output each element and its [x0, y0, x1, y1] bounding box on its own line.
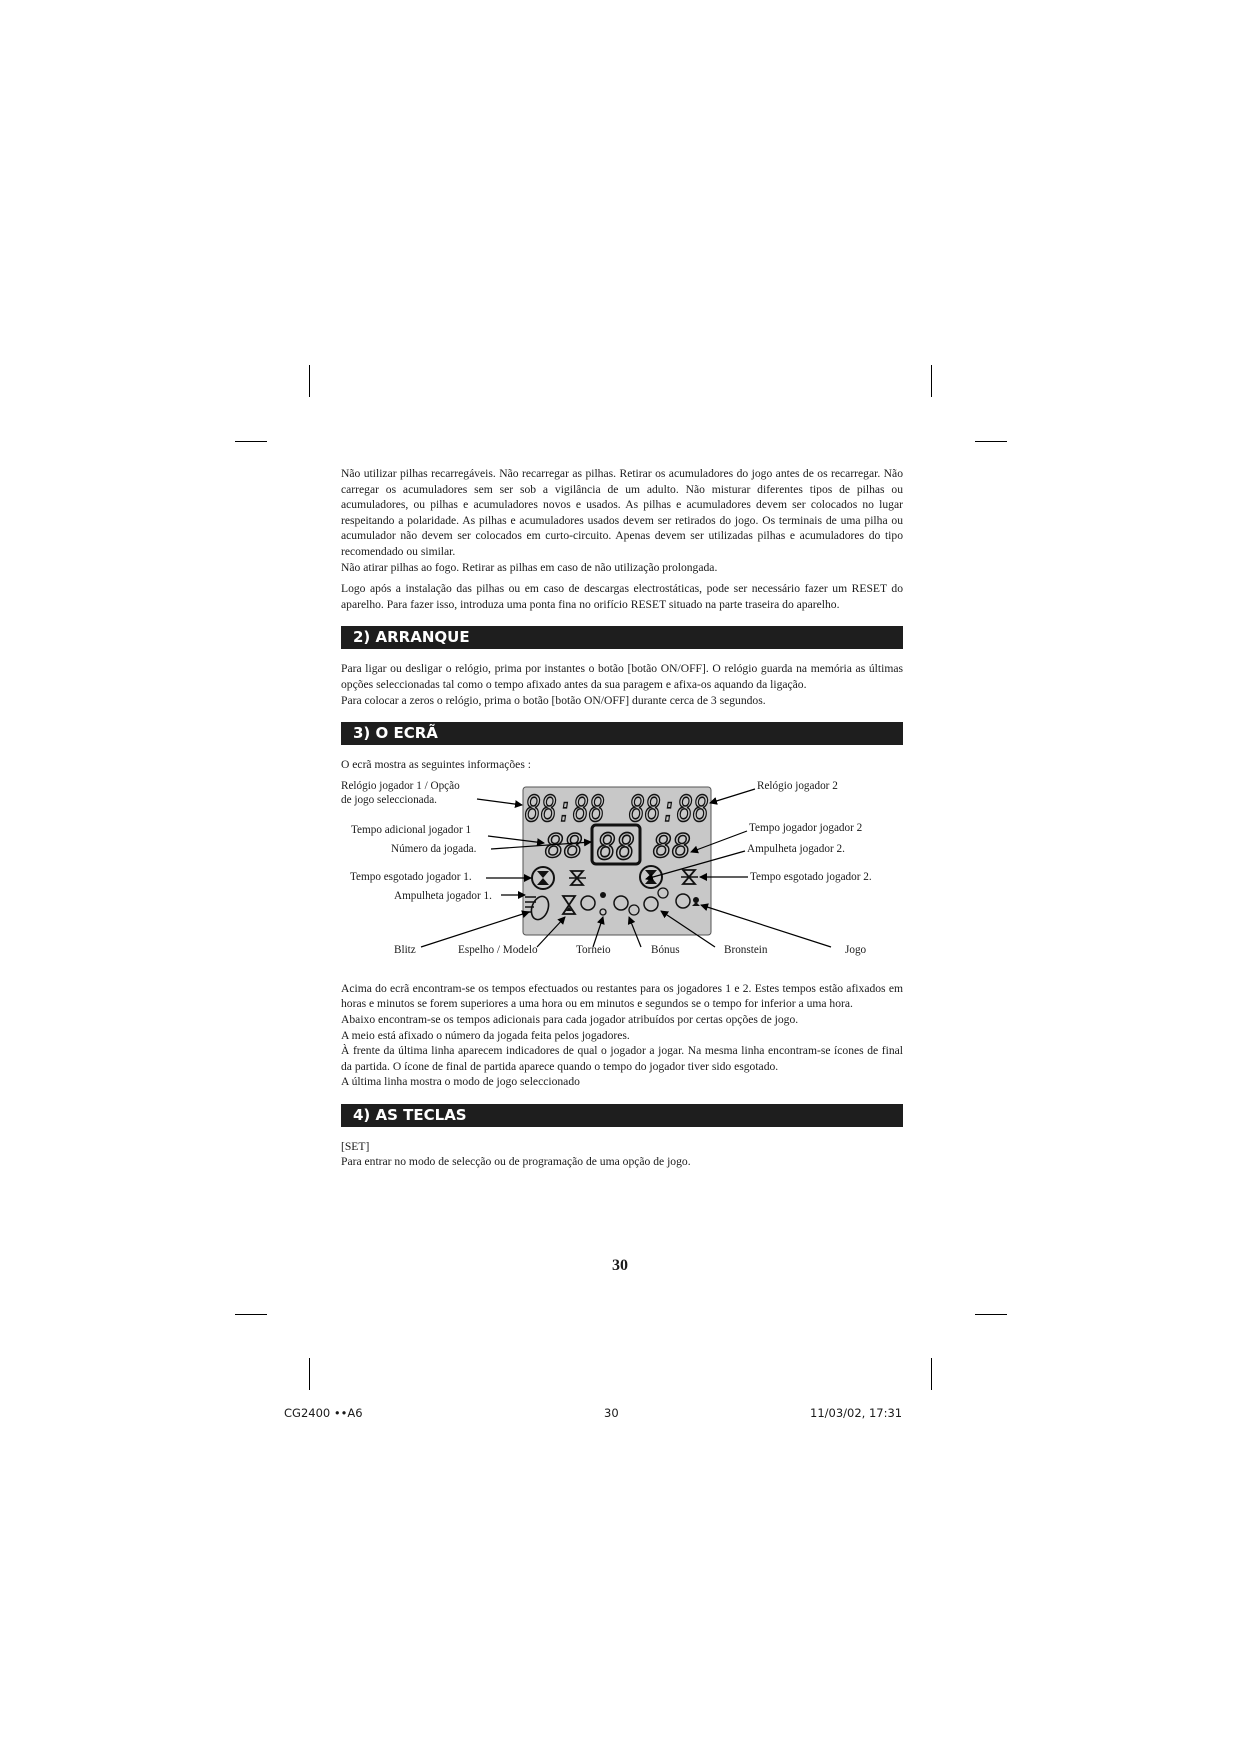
- crop-mark: [975, 441, 1007, 442]
- footer-left: CG2400 ••A6: [284, 1406, 363, 1420]
- crop-mark: [931, 365, 932, 397]
- arranque-paragraph: [341, 661, 903, 708]
- label-hourglass-player2: Ampulheta jogador 2.: [747, 842, 845, 855]
- teclas-paragraph: [341, 1139, 903, 1170]
- label-clock-player2: Relógio jogador 2: [757, 779, 838, 792]
- label-mirror: Espelho / Modelo: [458, 943, 538, 956]
- paragraph-line: Abaixo encontram-se os tempos adicionais para cada jogador atribuídos por certas opções de jogo.: [341, 1012, 799, 1026]
- lcd-clock-player2: 88:88: [629, 788, 709, 830]
- crop-mark: [931, 1358, 932, 1390]
- label-time-out-player2: Tempo esgotado jogador 2.: [750, 870, 872, 883]
- label-extra-time-player2: Tempo jogador jogador 2: [749, 821, 863, 834]
- lcd-move-number: 88: [597, 826, 635, 868]
- lcd-diagram: [341, 779, 903, 969]
- page-number: 30: [612, 1257, 628, 1274]
- crop-mark: [309, 1358, 310, 1390]
- footer-right: 11/03/02, 17:31: [810, 1406, 903, 1420]
- paragraph-line: A última linha mostra o modo de jogo seleccionado: [341, 1075, 580, 1089]
- footer-center: 30: [604, 1406, 619, 1420]
- ecra-description: [341, 981, 903, 1090]
- paragraph-line: Logo após a instalação das pilhas ou em caso de descargas electrostáticas, pode ser necessário fazer um RESET do aparelho. Para fazer isso, introduza uma ponta fina no orifício RESET situado na parte traseira do aparelho.: [341, 582, 903, 611]
- section-heading-teclas: 4) AS TECLAS: [341, 1104, 903, 1127]
- lcd-extra-time-player2: 88: [653, 826, 691, 865]
- label-move-number: Número da jogada.: [391, 842, 477, 855]
- battery-warning-paragraph: [341, 466, 903, 575]
- lcd-clock-player1: 88:88: [525, 788, 605, 830]
- crop-mark: [235, 1314, 267, 1315]
- label-extra-time-player1: Tempo adicional jogador 1: [351, 823, 472, 836]
- reset-paragraph: [341, 581, 903, 612]
- label-tournament: Torneio: [576, 943, 611, 956]
- label-blitz: Blitz: [394, 943, 416, 956]
- label-hourglass-player1: Ampulheta jogador 1.: [394, 889, 492, 902]
- crop-mark: [235, 441, 267, 442]
- label-game: Jogo: [845, 943, 867, 956]
- key-name: [SET]: [341, 1139, 370, 1153]
- paragraph-line: Acima do ecrã encontram-se os tempos efectuados ou restantes para os jogadores 1 e 2. Estes tempos estão afixados em horas e minutos se forem superiores a uma hora ou em minutos e segundos se o tempo for inferior a uma hora.: [341, 981, 903, 1011]
- paragraph-line: Para ligar ou desligar o relógio, prima por instantes o botão [botão ON/OFF]. O relógio guarda na memória as últimas opções seleccionadas tal como o tempo afixado antes da sua paragem e afixa-os aquando da ligação.: [341, 662, 903, 691]
- paragraph-line: À frente da última linha aparecem indicadores de qual o jogador a jogar. Na mesma linha encontram-se ícones de final da partida. O ícone de final de partida aparece quando o tempo do jogador tiver sido esgotado.: [341, 1044, 903, 1073]
- paragraph-line: Não atirar pilhas ao fogo. Retirar as pilhas em caso de não utilização prolongada.: [341, 560, 718, 574]
- section-heading-ecra: 3) O ECRÃ: [341, 722, 903, 745]
- label-line: Relógio jogador 1 / Opção: [341, 779, 460, 792]
- paragraph-line: Para colocar a zeros o relógio, prima o botão [botão ON/OFF] durante cerca de 3 segundos.: [341, 693, 766, 707]
- paragraph-line: A meio está afixado o número da jogada feita pelos jogadores.: [341, 1028, 630, 1042]
- label-bronstein: Bronstein: [724, 943, 768, 956]
- label-time-out-player1: Tempo esgotado jogador 1.: [350, 870, 472, 883]
- ecra-intro: O ecrã mostra as seguintes informações :: [341, 758, 531, 772]
- paragraph-line: Não utilizar pilhas recarregáveis. Não recarregar as pilhas. Retirar os acumuladores do jogo antes de os recarregar. Não carregar os acumuladores sem ser sob a vigilância de um adulto. Não misturar diferentes tipos de pilhas ou acumuladores, ou pilhas e acumuladores novos e usados. As pilhas e acumuladores devem ser colocados no lugar respeitando a polaridade. As pilhas e acumuladores usados devem ser retirados do jogo. Os terminais de uma pilha ou acumulador não devem ser colocados em curto-circuito. Apenas devem ser utilizadas pilhas e acumuladores do tipo recomendado ou similar.: [341, 467, 903, 558]
- label-line: de jogo seleccionada.: [341, 793, 437, 806]
- label-clock-player1: [341, 779, 460, 807]
- crop-mark: [309, 365, 310, 397]
- key-description: Para entrar no modo de selecção ou de programação de uma opção de jogo.: [341, 1155, 691, 1169]
- section-heading-arranque: 2) ARRANQUE: [341, 626, 903, 649]
- label-bonus: Bónus: [651, 943, 680, 956]
- lcd-extra-time-player1: 88: [545, 826, 583, 865]
- crop-mark: [975, 1314, 1007, 1315]
- page-content: [341, 466, 903, 1176]
